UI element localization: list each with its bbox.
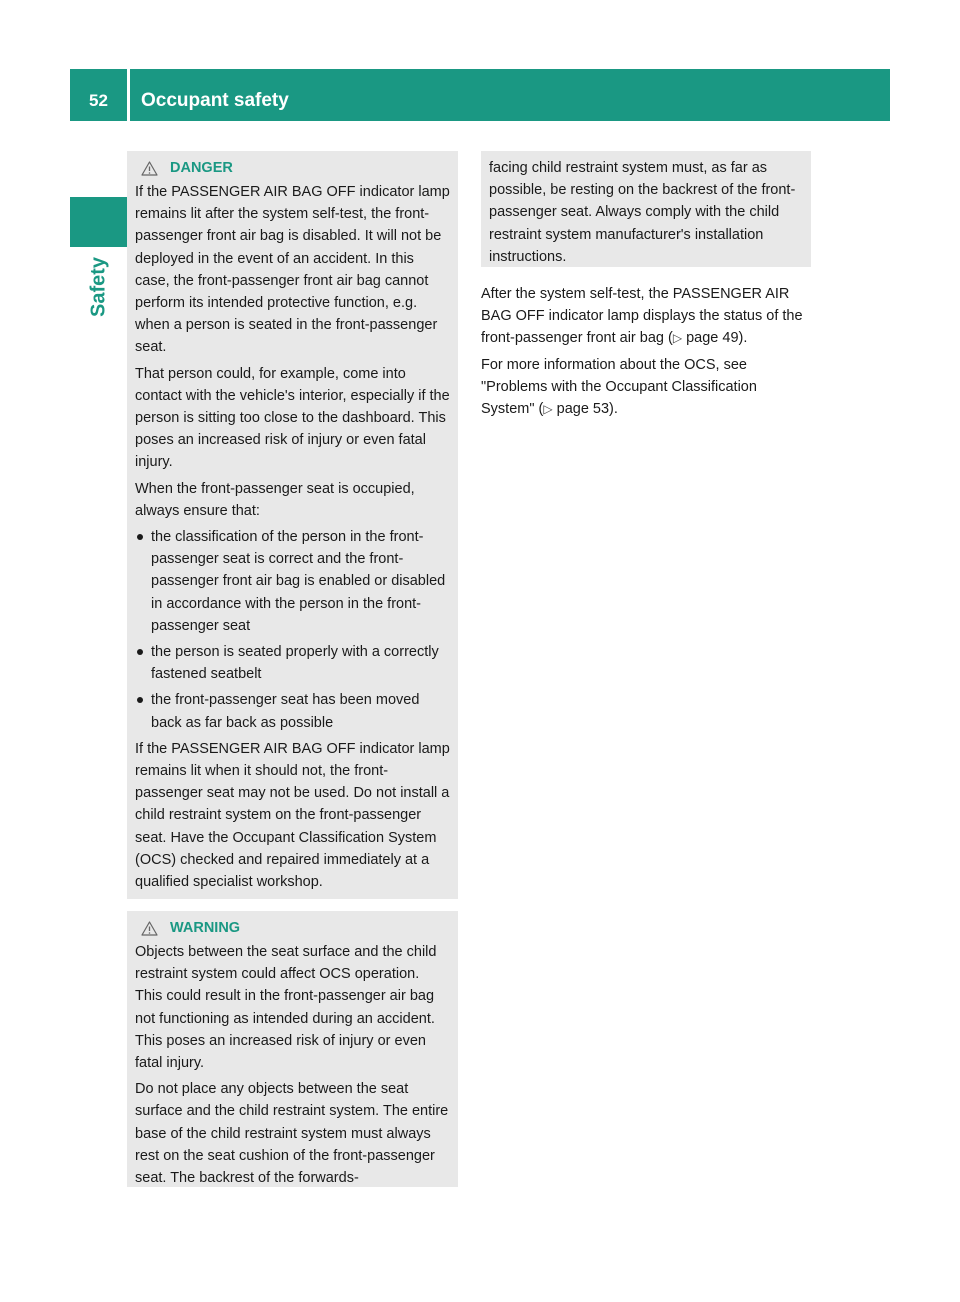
warning-paragraph: Do not place any objects between the seat surface and the child restraint system. The entire base of the child restraint system must always rest on the seat cushion of the front-passenger seat. The backrest of the forwards-	[135, 1081, 449, 1187]
danger-heading	[135, 157, 450, 179]
danger-heading-text: DANGER	[170, 160, 233, 176]
warning-heading	[135, 917, 450, 939]
page-reference-arrow-icon: ▷	[543, 402, 553, 417]
warning-box	[127, 911, 458, 1187]
warning-continued-box	[481, 151, 811, 267]
side-tab-marker	[70, 197, 127, 247]
right-column-text	[481, 283, 811, 420]
danger-closing-paragraph: If the PASSENGER AIR BAG OFF indicator lamp remains lit when it should not, the front-passenger seat may not be used. Do not install a child restraint system on the front-passenger seat. Have the Occupant Classification System (OCS) checked and repaired immediately at a qualified specialist workshop.	[135, 740, 450, 891]
header-divider	[127, 69, 130, 121]
danger-bullet-list	[135, 526, 450, 734]
page-reference-arrow-icon: ▷	[672, 331, 683, 346]
danger-box	[127, 151, 458, 899]
warning-triangle-icon	[141, 161, 158, 176]
page-header	[70, 69, 890, 121]
section-title: Occupant safety	[141, 90, 289, 111]
body-paragraph	[481, 354, 811, 421]
page-reference-link[interactable]: page 49).	[686, 330, 748, 347]
body-text: For more information about the OCS, see "Problems with the Occupant Classification System" (	[481, 356, 757, 418]
side-tab-label: Safety	[87, 256, 110, 318]
body-text: After the system self-test, the PASSENGER AIR BAG OFF indicator lamp displays the status of the front-passenger front air bag (	[481, 286, 803, 347]
list-item: the classification of the person in the front-passenger seat is correct and the front-passenger front air bag is enabled or disabled in accordance with the person in the front-passenger seat	[135, 526, 450, 637]
danger-paragraph: When the front-passenger seat is occupied, always ensure that:	[135, 480, 415, 519]
warning-paragraph: Objects between the seat surface and the child restraint system could affect OCS operation. This could result in the front-passenger air bag not functioning as intended during an accident. This poses an increased risk of injury or even fatal injury.	[135, 944, 437, 1072]
warning-triangle-icon	[141, 921, 158, 936]
danger-paragraph: If the PASSENGER AIR BAG OFF indicator lamp remains lit after the system self-test, the front-passenger front air bag is disabled. It will not be deployed in the event of an accident. In this case, the front-passenger front air bag cannot perform its intended protective function, e.g. when a person is seated in the front-passenger seat.	[135, 184, 450, 356]
warning-continued-paragraph: facing child restraint system must, as far as possible, be resting on the backrest of the front-passenger seat. Always comply with the child restraint system manufacturer's installation instructions.	[489, 160, 796, 265]
body-paragraph	[481, 283, 811, 350]
list-item: the person is seated properly with a correctly fastened seatbelt	[135, 641, 450, 685]
warning-heading-text: WARNING	[170, 920, 241, 936]
page-reference-link[interactable]: page 53).	[556, 401, 618, 418]
danger-paragraph: That person could, for example, come into contact with the vehicle's interior, especially if the person is sitting too close to the dashboard. This poses an increased risk of injury or even fatal injury.	[135, 365, 450, 471]
list-item: the front-passenger seat has been moved back as far back as possible	[135, 689, 450, 733]
page-number: 52	[89, 91, 108, 110]
